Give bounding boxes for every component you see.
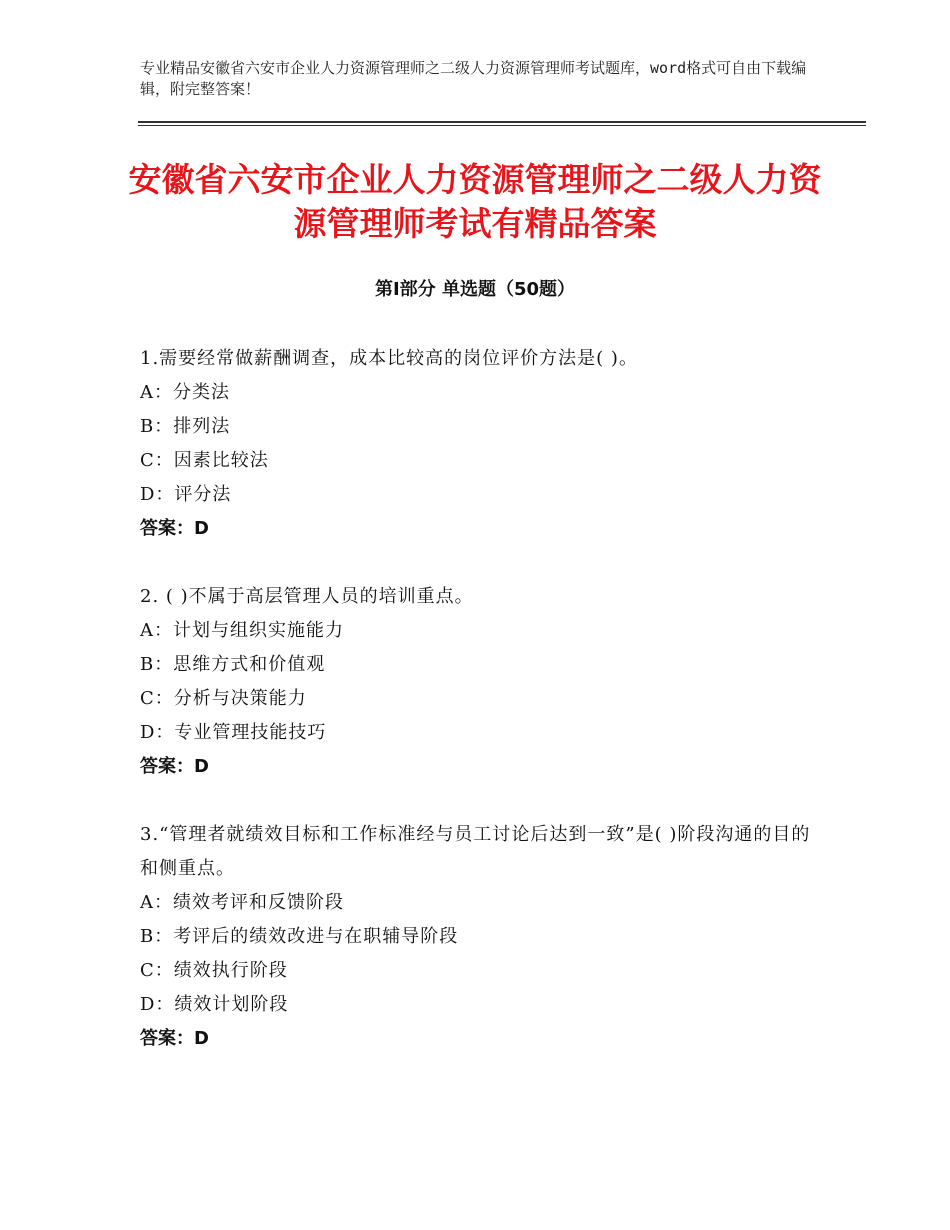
option-d: D：评分法 [140,484,232,505]
option-d: D：专业管理技能技巧 [140,722,327,743]
option-d: D：绩效计划阶段 [140,994,289,1015]
option-a: A：计划与组织实施能力 [140,620,344,641]
question-stem: 3.“管理者就绩效目标和工作标准经与员工讨论后达到一致”是( )阶段沟通的目的和侧重点。 [140,824,811,879]
question-list [140,342,820,1090]
question-3 [140,818,820,1056]
answer: 答案：D [140,756,209,777]
section-title: 第Ⅰ部分 单选题（50题） [374,279,575,300]
header-note: 专业精品安徽省六安市企业人力资源管理师之二级人力资源管理师考试题库，word格式可自由下载编辑，附完整答案！ [140,59,807,98]
option-c: C：分析与决策能力 [140,688,307,709]
question-1 [140,342,820,546]
question-stem: 1.需要经常做薪酬调查，成本比较高的岗位评价方法是( )。 [140,348,638,369]
header-rule-thick [138,121,866,123]
option-c: C：因素比较法 [140,450,269,471]
option-b: B：排列法 [140,416,231,437]
answer: 答案：D [140,518,209,539]
question-stem: 2. ( )不属于高层管理人员的培训重点。 [140,586,474,607]
question-2 [140,580,820,784]
option-b: B：思维方式和价值观 [140,654,326,675]
header-rule-thin [138,125,866,126]
option-a: A：绩效考评和反馈阶段 [140,892,344,913]
document-title: 安徽省六安市企业人力资源管理师之二级人力资源管理师考试有精品答案 [128,160,822,243]
answer: 答案：D [140,1028,209,1049]
option-a: A：分类法 [140,382,230,403]
option-c: C：绩效执行阶段 [140,960,288,981]
option-b: B：考评后的绩效改进与在职辅导阶段 [140,926,459,947]
